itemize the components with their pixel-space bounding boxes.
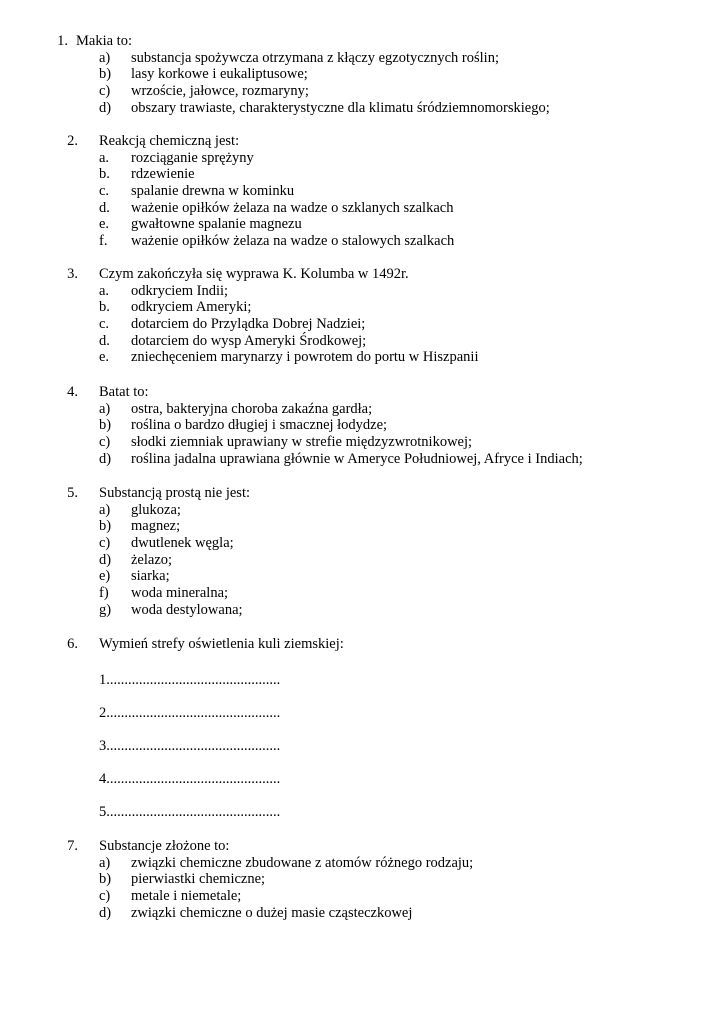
option-text: związki chemiczne zbudowane z atomów różnego rodzaju;: [131, 854, 474, 871]
option-text: woda destylowana;: [131, 601, 243, 618]
option-label: c): [99, 434, 111, 451]
option-text: odkryciem Ameryki;: [131, 299, 252, 316]
option: [0, 585, 725, 602]
option-label: d): [99, 99, 112, 116]
option: [0, 451, 725, 468]
option-text: ważenie opiłków żelaza na wadze o stalowych szalkach: [131, 233, 455, 250]
option-text: roślina o bardzo długiej i smacznej łodydze;: [131, 417, 388, 434]
question-number: 6.: [67, 636, 78, 652]
option-label: b.: [99, 299, 110, 316]
option: [0, 333, 725, 350]
question-text: Czym zakończyła się wyprawa K. Kolumba w 1492r.: [99, 266, 409, 282]
answer-blank-5[interactable]: 5................................................: [99, 804, 281, 820]
question-header: [0, 133, 725, 150]
question-text: Makia to:: [76, 33, 132, 49]
option-label: c.: [99, 316, 110, 333]
option: [0, 283, 725, 300]
question-header: [0, 485, 725, 502]
option-label: b): [99, 66, 112, 83]
option-label: c): [99, 83, 111, 100]
option-label: d): [99, 450, 112, 467]
option: [0, 66, 725, 83]
option-label: d): [99, 551, 112, 568]
answer-blank-4[interactable]: 4................................................: [99, 771, 281, 787]
option: [0, 83, 725, 100]
option-text: roślina jadalna uprawiana głównie w Ameryce Południowej, Afryce i Indiach;: [131, 450, 583, 467]
option: [0, 183, 725, 200]
option: [0, 316, 725, 333]
option-text: woda mineralna;: [131, 585, 229, 602]
option-text: magnez;: [131, 518, 181, 535]
answer-blank-3[interactable]: 3................................................: [99, 738, 281, 754]
option: [0, 888, 725, 905]
option: [0, 552, 725, 569]
question-header: [0, 838, 725, 855]
question-number: 7.: [67, 838, 78, 854]
option: [0, 905, 725, 922]
question-number: 5.: [67, 485, 78, 501]
question-text: Substancje złożone to:: [99, 838, 230, 854]
option-text: spalanie drewna w kominku: [131, 183, 295, 200]
option-label: c.: [99, 183, 110, 200]
option: [0, 855, 725, 872]
option-text: wrzoście, jałowce, rozmaryny;: [131, 83, 309, 100]
option-label: b): [99, 871, 112, 888]
option-text: zniechęceniem marynarzy i powrotem do portu w Hiszpanii: [131, 349, 479, 366]
question-header: [0, 384, 725, 401]
option: [0, 417, 725, 434]
option: [0, 100, 725, 117]
option-label: a.: [99, 149, 110, 166]
option-text: rozciąganie sprężyny: [131, 149, 254, 166]
option-label: d.: [99, 332, 110, 349]
option-label: f): [99, 585, 109, 602]
option: [0, 518, 725, 535]
option: [0, 434, 725, 451]
option-label: b): [99, 518, 112, 535]
question-number: 4.: [67, 384, 78, 400]
option-text: pierwiastki chemiczne;: [131, 871, 266, 888]
option-text: rdzewienie: [131, 166, 195, 183]
option-label: a): [99, 400, 111, 417]
question-number: 3.: [67, 266, 78, 282]
question-number: 2.: [67, 133, 78, 149]
option: [0, 871, 725, 888]
option-text: obszary trawiaste, charakterystyczne dla klimatu śródziemnomorskiego;: [131, 99, 550, 116]
option-text: dotarciem do Przylądka Dobrej Nadziei;: [131, 316, 366, 333]
option-label: c): [99, 888, 111, 905]
option-text: siarka;: [131, 568, 170, 585]
option-text: substancja spożywcza otrzymana z kłączy egzotycznych roślin;: [131, 49, 499, 66]
option: [0, 568, 725, 585]
option-label: c): [99, 535, 111, 552]
option: [0, 200, 725, 217]
option-text: metale i niemetale;: [131, 888, 242, 905]
question-4: [0, 384, 725, 467]
question-text: Wymień strefy oświetlenia kuli ziemskiej:: [99, 636, 344, 652]
question-6: [0, 636, 725, 653]
option: [0, 216, 725, 233]
option-label: d): [99, 904, 112, 921]
question-5: [0, 485, 725, 619]
option-label: f.: [99, 233, 108, 250]
option-label: d.: [99, 199, 110, 216]
question-text: Reakcją chemiczną jest:: [99, 133, 240, 149]
option-text: lasy korkowe i eukaliptusowe;: [131, 66, 308, 83]
option: [0, 150, 725, 167]
option-text: dotarciem do wysp Ameryki Środkowej;: [131, 332, 367, 349]
option-text: ważenie opiłków żelaza na wadze o szklanych szalkach: [131, 199, 454, 216]
option-label: b): [99, 417, 112, 434]
option: [0, 50, 725, 67]
question-header: [0, 33, 725, 50]
option-label: b.: [99, 166, 110, 183]
question-header: [0, 266, 725, 283]
question-header: [0, 636, 725, 653]
option-text: żelazo;: [131, 551, 173, 568]
option: [0, 535, 725, 552]
question-text: Substancją prostą nie jest:: [99, 485, 251, 501]
option: [0, 299, 725, 316]
option-label: a): [99, 501, 111, 518]
option-label: a.: [99, 282, 110, 299]
option: [0, 502, 725, 519]
option-label: e): [99, 568, 111, 585]
option: [0, 349, 725, 366]
option: [0, 166, 725, 183]
question-number: 1.: [57, 33, 68, 49]
answer-blank-2[interactable]: 2................................................: [99, 705, 281, 721]
option-text: glukoza;: [131, 501, 181, 518]
option-text: ostra, bakteryjna choroba zakaźna gardła;: [131, 400, 373, 417]
question-2: [0, 133, 725, 250]
option-label: e.: [99, 349, 110, 366]
option-text: dwutlenek węgla;: [131, 535, 234, 552]
option-label: g): [99, 601, 112, 618]
option-label: a): [99, 49, 111, 66]
question-1: [0, 33, 725, 116]
option-text: gwałtowne spalanie magnezu: [131, 216, 302, 233]
question-text: Batat to:: [99, 384, 149, 400]
option-label: e.: [99, 216, 110, 233]
option-text: słodki ziemniak uprawiany w strefie międzyzwrotnikowej;: [131, 434, 473, 451]
option: [0, 401, 725, 418]
option-text: związki chemiczne o dużej masie cząsteczkowej: [131, 904, 413, 921]
question-3: [0, 266, 725, 366]
option: [0, 233, 725, 250]
option-label: a): [99, 854, 111, 871]
option-text: odkryciem Indii;: [131, 282, 229, 299]
option: [0, 602, 725, 619]
answer-blank-1[interactable]: 1................................................: [99, 672, 281, 688]
question-7: [0, 838, 725, 921]
